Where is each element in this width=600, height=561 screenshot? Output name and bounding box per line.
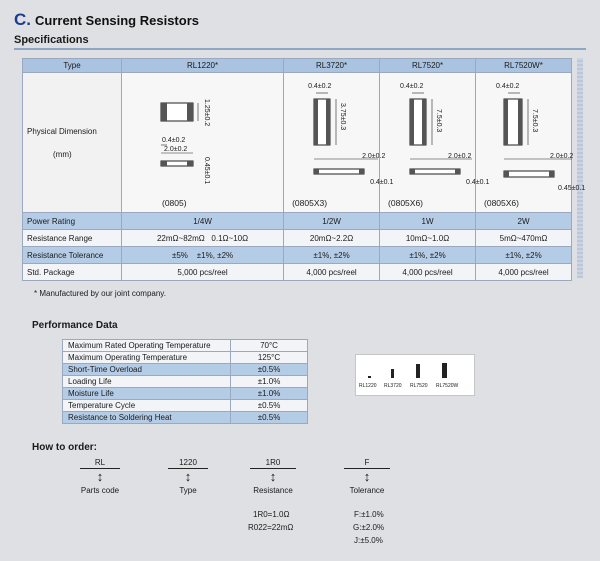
order-resistance bbox=[250, 458, 296, 495]
how-to-order-heading: How to order: bbox=[32, 442, 97, 453]
package-label: Std. Package bbox=[23, 264, 122, 281]
perf-row bbox=[63, 364, 308, 376]
perf-value: ±1.0% bbox=[231, 376, 308, 388]
legend-rl7520w: RL7520W bbox=[436, 383, 459, 389]
rl3720-dim-width: 2.0±0.2 bbox=[362, 153, 386, 160]
order-code: RL bbox=[80, 458, 120, 469]
range-row bbox=[23, 230, 572, 247]
perf-value: ±0.5% bbox=[231, 412, 308, 424]
perf-label: Maximum Operating Temperature bbox=[63, 352, 231, 364]
section-title bbox=[14, 10, 199, 30]
type-rl3720: RL3720* bbox=[284, 59, 380, 73]
tolerance-rl3720: ±1%, ±2% bbox=[284, 247, 380, 264]
perf-row bbox=[63, 340, 308, 352]
range-rl1220 bbox=[122, 230, 284, 247]
order-code: 1220 bbox=[168, 458, 208, 469]
order-tolerance bbox=[344, 458, 390, 495]
tolerance-rl1220-a: ±5% bbox=[171, 250, 188, 260]
section-letter: C. bbox=[14, 10, 31, 29]
dimension-rl3720 bbox=[284, 73, 394, 213]
legend-rl1220: RL1220 bbox=[359, 383, 377, 389]
package-rl7520w: 4,000 pcs/reel bbox=[476, 264, 572, 281]
perf-value: ±0.5% bbox=[231, 400, 308, 412]
rl7520w-code: (0805X6) bbox=[484, 198, 519, 208]
resistance-example: R022=22mΩ bbox=[248, 523, 294, 532]
power-label: Power Rating bbox=[23, 213, 122, 230]
section-title-text: Current Sensing Resistors bbox=[35, 13, 199, 28]
range-rl3720: 20mΩ~2.2Ω bbox=[284, 230, 380, 247]
dimension-rl1220 bbox=[122, 73, 284, 213]
package-rl1220: 5,000 pcs/reel bbox=[122, 264, 284, 281]
rl3720-code: (0805X3) bbox=[292, 198, 328, 208]
tolerance-row bbox=[23, 247, 572, 264]
tolerance-label: Resistance Tolerance bbox=[23, 247, 122, 264]
dimension-label-cell bbox=[23, 73, 122, 213]
range-rl1220-a: 22mΩ~82mΩ bbox=[156, 233, 205, 243]
range-rl7520: 10mΩ~1.0Ω bbox=[380, 230, 476, 247]
perf-row bbox=[63, 400, 308, 412]
rl1220-dim-term: 0.4±0.2 bbox=[162, 137, 186, 144]
type-label: Type bbox=[23, 59, 122, 73]
rl7520w-dim-width: 2.0±0.2 bbox=[550, 153, 574, 160]
specifications-heading: Specifications bbox=[14, 34, 89, 46]
perf-label: Loading Life bbox=[63, 376, 231, 388]
resistor-chips-image bbox=[356, 355, 474, 395]
tolerance-example: F:±1.0% bbox=[354, 510, 384, 519]
tolerance-rl1220-b: ±1%, ±2% bbox=[196, 250, 234, 260]
package-rl7520: 4,000 pcs/reel bbox=[380, 264, 476, 281]
tolerance-example: J:±5.0% bbox=[354, 536, 383, 545]
up-down-arrow-icon: ↕ bbox=[363, 469, 371, 484]
legend-rl3720: RL3720 bbox=[384, 383, 402, 389]
range-label: Resistance Range bbox=[23, 230, 122, 247]
joint-company-note: * Manufactured by our joint company. bbox=[34, 289, 166, 298]
dimension-rl7520 bbox=[380, 73, 490, 213]
order-caption: Type bbox=[179, 486, 197, 495]
rl7520-dim-width: 2.0±0.2 bbox=[448, 153, 472, 160]
type-rl7520: RL7520* bbox=[380, 59, 476, 73]
perf-row bbox=[63, 376, 308, 388]
power-rl7520w: 2W bbox=[476, 213, 572, 230]
tolerance-rl1220 bbox=[122, 247, 284, 264]
range-rl1220-b: 0.1Ω~10Ω bbox=[211, 233, 249, 243]
order-caption: Resistance bbox=[253, 486, 293, 495]
legend-rl7520: RL7520 bbox=[410, 383, 428, 389]
perf-value: ±1.0% bbox=[231, 388, 308, 400]
type-rl7520w: RL7520W* bbox=[476, 59, 572, 73]
rl3720-dim-length: 3.75±0.3 bbox=[339, 103, 347, 131]
size-comparison-photo bbox=[355, 354, 475, 396]
order-type bbox=[168, 458, 208, 495]
up-down-arrow-icon: ↕ bbox=[269, 469, 277, 484]
perf-value: ±0.5% bbox=[231, 364, 308, 376]
rl1220-dim-length: 2.0±0.2 bbox=[164, 146, 188, 153]
rl1220-code: (0805) bbox=[162, 198, 187, 208]
rl3720-dim-height: 0.4±0.1 bbox=[370, 179, 394, 186]
specifications-table bbox=[22, 58, 586, 281]
order-code: F bbox=[344, 458, 390, 469]
dimension-rl7520w bbox=[476, 73, 586, 213]
package-row bbox=[23, 264, 572, 281]
dimension-row bbox=[23, 73, 572, 213]
rl7520w-dim-height: 0.45±0.1 bbox=[558, 185, 586, 192]
perf-label: Moisture Life bbox=[63, 388, 231, 400]
perf-row bbox=[63, 388, 308, 400]
heading-rule bbox=[14, 48, 586, 50]
tolerance-rl7520w: ±1%, ±2% bbox=[476, 247, 572, 264]
rl7520-dim-term: 0.4±0.2 bbox=[400, 83, 424, 90]
order-code: 1R0 bbox=[250, 458, 296, 469]
perf-label: Temperature Cycle bbox=[63, 400, 231, 412]
power-row bbox=[23, 213, 572, 230]
dimension-label: Physical Dimension bbox=[27, 126, 97, 136]
perf-label: Maximum Rated Operating Temperature bbox=[63, 340, 231, 352]
type-row bbox=[23, 59, 572, 73]
package-rl3720: 4,000 pcs/reel bbox=[284, 264, 380, 281]
rl7520-dim-height: 0.4±0.1 bbox=[466, 179, 490, 186]
perf-row bbox=[63, 412, 308, 424]
up-down-arrow-icon: ↕ bbox=[184, 469, 192, 484]
perf-row bbox=[63, 352, 308, 364]
rl7520w-dim-length: 7.5±0.3 bbox=[531, 109, 539, 133]
power-rl7520: 1W bbox=[380, 213, 476, 230]
performance-table bbox=[62, 339, 308, 424]
perf-label: Resistance to Soldering Heat bbox=[63, 412, 231, 424]
tolerance-rl7520: ±1%, ±2% bbox=[380, 247, 476, 264]
type-rl1220: RL1220* bbox=[122, 59, 284, 73]
performance-heading: Performance Data bbox=[32, 320, 118, 331]
perf-label: Short-Time Overload bbox=[63, 364, 231, 376]
range-rl7520w: 5mΩ~470mΩ bbox=[476, 230, 572, 247]
rl1220-dim-width: 1.25±0.2 bbox=[203, 99, 210, 127]
rl7520w-dim-term: 0.4±0.2 bbox=[496, 83, 520, 90]
up-down-arrow-icon: ↕ bbox=[96, 469, 104, 484]
dimension-unit: (mm) bbox=[53, 149, 72, 159]
power-rl3720: 1/2W bbox=[284, 213, 380, 230]
tolerance-example: G:±2.0% bbox=[353, 523, 385, 532]
order-caption: Tolerance bbox=[349, 486, 385, 495]
perf-value: 125°C bbox=[231, 352, 308, 364]
rl1220-dim-height: 0.45±0.1 bbox=[203, 157, 210, 185]
power-rl1220: 1/4W bbox=[122, 213, 284, 230]
rl3720-dim-term: 0.4±0.2 bbox=[308, 83, 332, 90]
resistance-example: 1R0=1.0Ω bbox=[253, 510, 290, 519]
rl7520-dim-length: 7.5±0.3 bbox=[435, 109, 443, 133]
rl7520-code: (0805X6) bbox=[388, 198, 424, 208]
order-caption: Parts code bbox=[80, 486, 120, 495]
perf-value: 70°C bbox=[231, 340, 308, 352]
order-parts-code bbox=[80, 458, 120, 495]
